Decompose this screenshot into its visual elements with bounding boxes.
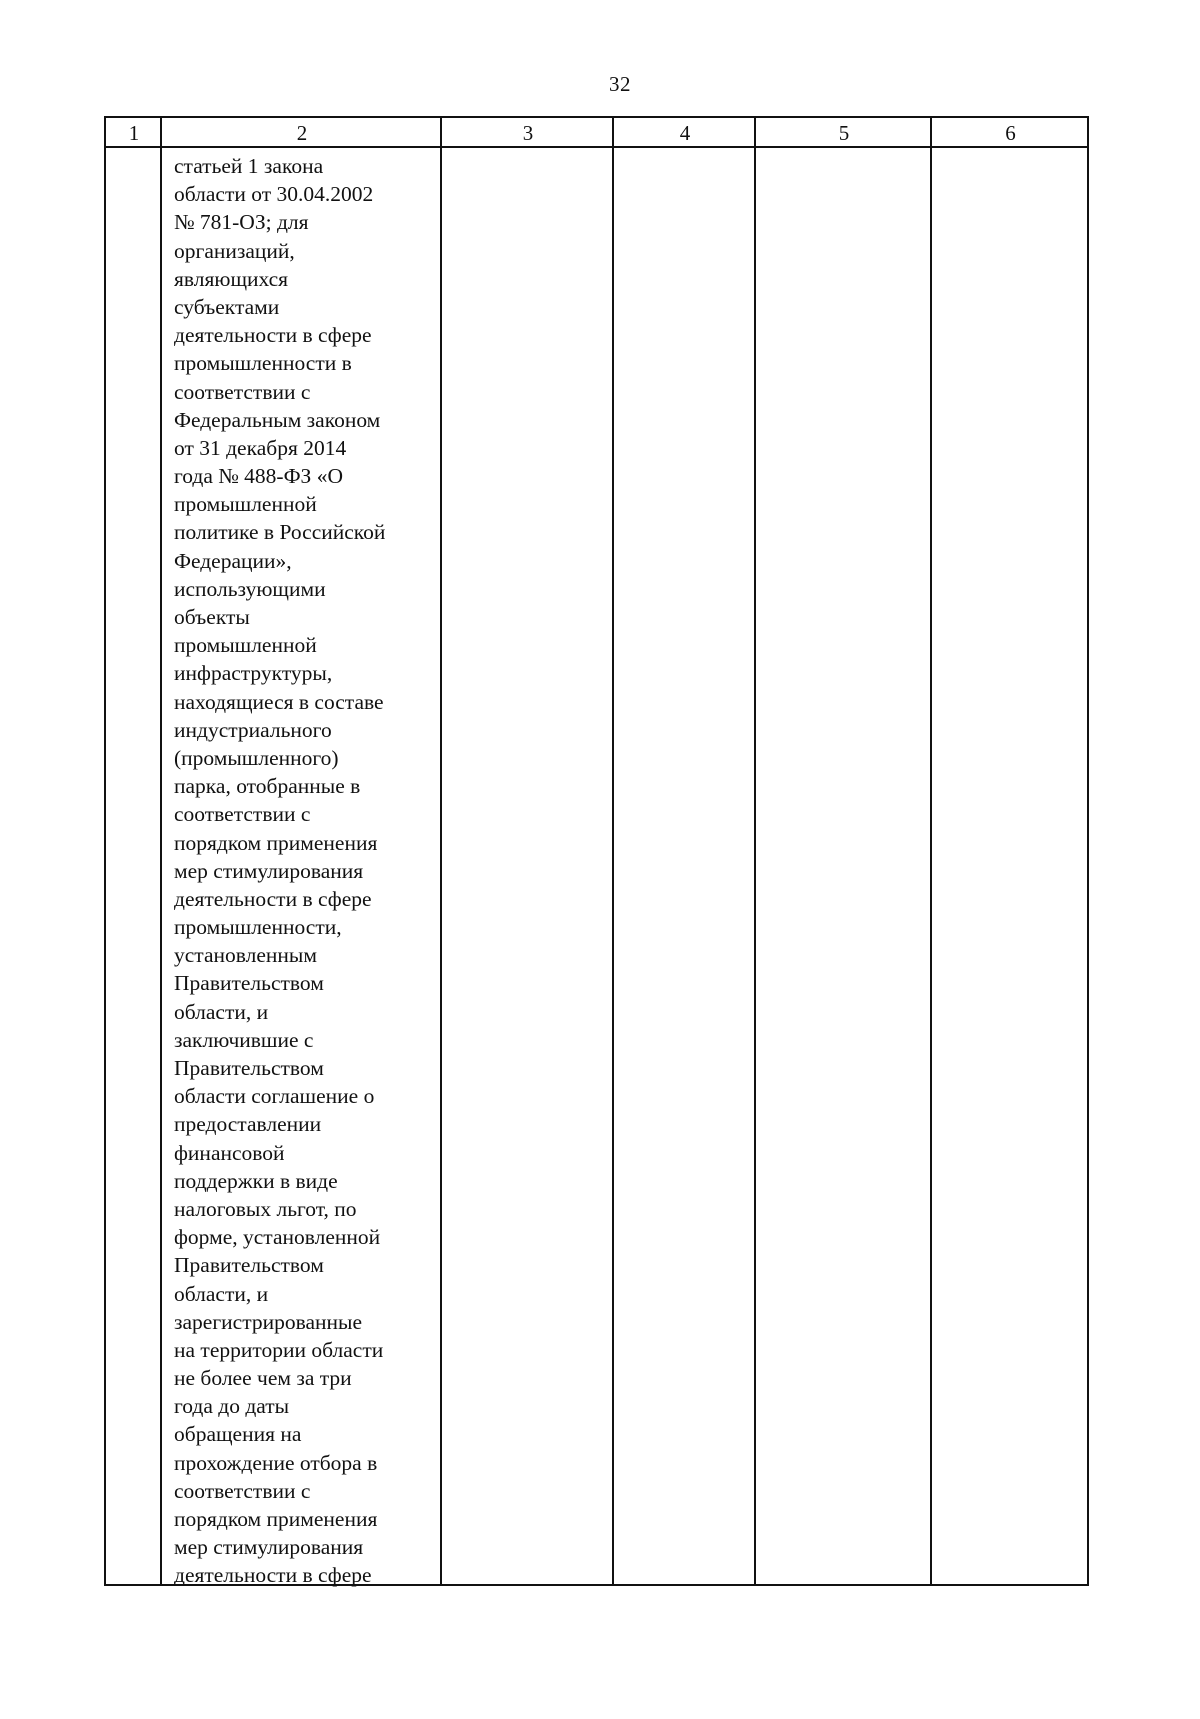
cell-text-line: области, и [174,999,269,1024]
cell-text-line: объекты [174,605,250,629]
cell-text-line: прохождение отбора в [174,1450,378,1475]
cell-text-line: финансовой [174,1140,285,1165]
column-header-5: 5 [838,121,850,145]
column-header-2: 2 [296,121,308,145]
cell-text-line: промышленной [174,633,317,658]
cell-text-line: зарегистрированные [174,1309,363,1334]
cell-text-line: Правительством [174,971,324,996]
document-table [104,116,1089,1586]
cell-text-line: предоставлении [174,1112,322,1137]
cell-text-line: № 781-ОЗ; для [174,210,309,235]
cell-text-line: порядком применения [174,1507,378,1531]
cell-text-line: статьей 1 закона [174,154,324,178]
cell-text-line: области, и [174,1281,269,1306]
cell-text-line: организаций, [174,238,295,263]
cell-text-line: деятельности в сфере [174,1563,372,1588]
cell-text-line: области от 30.04.2002 [174,182,374,207]
page-number: 32 [609,72,631,96]
cell-text-line: налоговых льгот, по [174,1196,357,1221]
cell-text-line: деятельности в сфере [174,323,372,348]
cell-text-line: субъектами [174,294,280,319]
cell-text-line: промышленности, [174,915,342,940]
cell-text-line: находящиеся в составе [174,689,384,714]
cell-text-line: года до даты [174,1394,290,1419]
cell-text-line: заключившие с [174,1027,314,1052]
table-header-row [106,118,1087,148]
cell-text-line: установленным [174,943,317,968]
cell-text-line: являющихся [174,266,289,291]
cell-text-line: инфраструктуры, [174,661,333,686]
column-header-1: 1 [128,121,140,145]
cell-text-line: Правительством [174,1253,324,1278]
column-divider [440,118,442,1584]
cell-text-line: соответствии с [174,379,311,404]
cell-text-line: форме, установленной [174,1225,381,1250]
cell-text-line: использующими [174,576,326,601]
column-header-6: 6 [1005,121,1016,145]
column-header-3: 3 [522,121,534,145]
cell-text-line: Федеральным законом [174,407,381,432]
table-cell-column-2 [174,152,436,1590]
cell-text-line: области соглашение о [174,1084,375,1109]
cell-text-line: деятельности в сфере [174,886,372,911]
column-divider [930,118,932,1584]
column-divider [612,118,614,1584]
column-divider [754,118,756,1584]
cell-text-line: мер стимулирования [174,858,364,883]
cell-text-line: на территории области [174,1337,384,1362]
cell-text-line: промышленной [174,492,317,517]
cell-text-line: политике в Российской [174,520,386,545]
cell-text-line: порядком применения [174,830,378,855]
cell-text-line: Федерации», [174,548,292,573]
cell-text-line: не более чем за три [174,1366,352,1391]
cell-text-line: мер стимулирования [174,1535,364,1560]
cell-text-line: соответствии с [174,1478,311,1503]
cell-text-line: поддержки в виде [174,1168,338,1193]
column-divider [160,118,162,1584]
cell-text-line: индустриального [174,717,332,742]
cell-text-line: года № 488-ФЗ «О [174,464,343,489]
cell-text-line: (промышленного) [174,745,339,770]
cell-text-line: соответствии с [174,802,311,827]
cell-text-line: от 31 декабря 2014 [174,435,347,460]
cell-text-line: Правительством [174,1056,324,1080]
cell-text-line: промышленности в [174,351,352,376]
cell-text-line: обращения на [174,1422,302,1447]
cell-text-line: парка, отобранные в [174,774,361,799]
column-header-4: 4 [679,121,691,145]
